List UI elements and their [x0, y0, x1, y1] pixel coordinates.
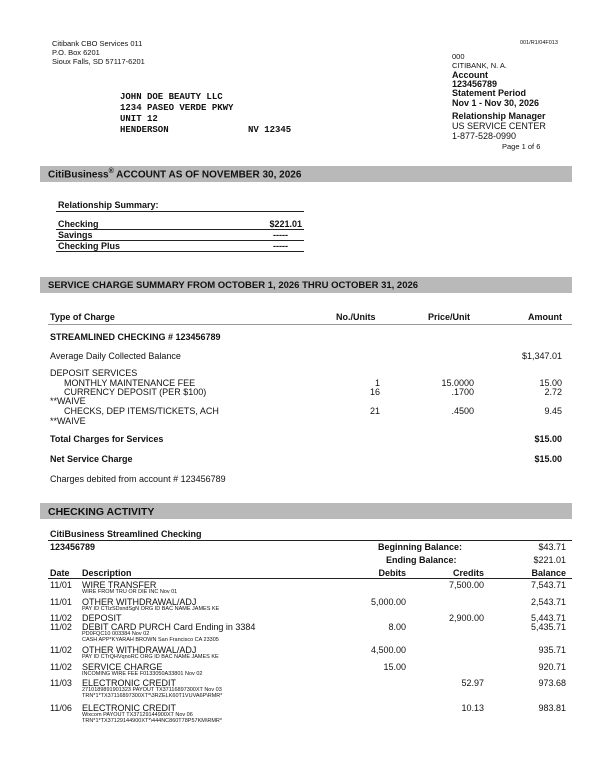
account-bar-title: ACCOUNT AS OF NOVEMBER 30, 2026	[113, 169, 302, 181]
bank-address-line-1: Citibank CBO Services 011	[52, 39, 143, 48]
summary-value-savings: -----	[273, 230, 288, 240]
waive-note-2: **WAIVE	[50, 416, 86, 426]
col-amount: Amount	[528, 312, 562, 322]
txn-credit: 7,500.00	[448, 580, 484, 590]
activity-header-rule	[48, 578, 572, 579]
txn-description: ELECTRONIC CREDIT	[82, 678, 177, 688]
beginning-balance-value: $43.71	[538, 542, 566, 552]
branch-code: 000	[452, 52, 465, 61]
statement-code: 001/R1/04F013	[520, 40, 558, 46]
txn-balance: 5,443.71	[530, 613, 566, 623]
charge-desc-1: MONTHLY MAINTENANCE FEE	[64, 378, 196, 388]
ending-balance-label: Ending Balance:	[386, 555, 457, 565]
ending-balance-value: $221.01	[533, 555, 566, 565]
txn-debit: 5,000.00	[370, 597, 406, 607]
txn-detail: TRN*1*TX37129144900XT*\444NC860T78P57KM\RMR*	[82, 718, 223, 724]
account-bar-prefix: CitiBusiness	[48, 169, 109, 181]
charge-price-2: .1700	[451, 387, 474, 397]
statement-period-label: Statement Period	[452, 88, 527, 98]
col-no-units: No./Units	[336, 312, 376, 322]
relationship-manager-label: Relationship Manager	[452, 111, 546, 121]
txn-balance: 7,543.71	[530, 580, 566, 590]
charge-units-3: 21	[369, 406, 380, 416]
mailing-unit: UNIT 12	[120, 114, 158, 124]
charge-amount-2: 2.72	[544, 387, 562, 397]
txn-date: 11/02	[50, 622, 72, 632]
txn-detail: Wixcom PAYOUT TX37129144900XT Nov 06	[82, 712, 193, 718]
txn-date: 11/02	[50, 645, 72, 655]
txn-detail: PAY ID CTlzSDsndSgN ORG ID BAC NAME JAMES KE	[82, 606, 220, 612]
txn-credit: 52.97	[461, 678, 484, 688]
txn-description: SERVICE CHARGE	[82, 662, 163, 672]
summary-rule-3	[56, 251, 304, 252]
col-date: Date	[50, 568, 70, 578]
relationship-manager-name: US SERVICE CENTER	[452, 121, 546, 131]
charge-amount-3: 9.45	[544, 406, 562, 416]
summary-label-savings: Savings	[58, 230, 93, 240]
txn-date: 11/02	[50, 613, 72, 623]
charges-debited-note: Charges debited from account # 123456789	[50, 474, 226, 484]
txn-debit: 4,500.00	[370, 645, 406, 655]
txn-balance: 920.71	[538, 662, 566, 672]
charge-price-3: .4500	[451, 406, 474, 416]
txn-credit: 10.13	[461, 703, 484, 713]
charge-units-1: 1	[374, 378, 380, 388]
beginning-balance-label: Beginning Balance:	[378, 542, 463, 552]
txn-debit: 8.00	[388, 622, 406, 632]
deposit-services-label: DEPOSIT SERVICES	[50, 368, 138, 378]
summary-title-rule	[56, 211, 304, 212]
activity-product: CitiBusiness Streamlined Checking	[50, 529, 202, 539]
mailing-state-zip: NV 12345	[248, 125, 292, 135]
summary-value-checking-plus: -----	[273, 241, 288, 251]
txn-date: 11/06	[50, 703, 72, 713]
charge-price-1: 15.0000	[441, 378, 474, 388]
txn-date: 11/01	[50, 580, 72, 590]
col-price-unit: Price/Unit	[428, 312, 471, 322]
relationship-summary-title: Relationship Summary:	[58, 200, 159, 210]
total-charges-label: Total Charges for Services	[50, 434, 164, 444]
page-number: Page 1 of 6	[502, 142, 541, 151]
txn-detail: WIRE FROM TRU OR DIE INC Nov 01	[82, 589, 178, 595]
charge-desc-3: CHECKS, DEP ITEMS/TICKETS, ACH	[64, 406, 219, 416]
waive-note-1: **WAIVE	[50, 396, 86, 406]
account-as-of-bar	[40, 166, 572, 182]
statement-period: Nov 1 - Nov 30, 2026	[452, 98, 540, 108]
txn-description: OTHER WITHDRAWAL/ADJ	[82, 645, 197, 655]
txn-balance: 2,543.71	[530, 597, 566, 607]
charge-desc-2: CURRENCY DEPOSIT (PER $100)	[64, 387, 207, 397]
service-header-rule	[48, 324, 572, 325]
col-debits: Debits	[378, 568, 406, 578]
txn-credit: 2,900.00	[448, 613, 484, 623]
relationship-manager-phone: 1-877-528-0990	[452, 131, 517, 141]
txn-balance: 5,435.71	[530, 622, 566, 632]
txn-balance: 983.81	[538, 703, 566, 713]
summary-label-checking: Checking	[58, 219, 99, 229]
txn-detail: 2710189891901323 PAYOUT TX37116897300XT Nov 03	[82, 687, 222, 693]
account-number: 123456789	[452, 79, 498, 89]
charge-units-2: 16	[369, 387, 380, 397]
col-balance: Balance	[531, 568, 566, 578]
net-service-charge-value: $15.00	[534, 454, 562, 464]
adcb-value: $1,347.01	[521, 351, 562, 361]
summary-value-checking: $221.01	[269, 219, 302, 229]
txn-description: ELECTRONIC CREDIT	[82, 703, 177, 713]
txn-date: 11/02	[50, 662, 72, 672]
txn-description: OTHER WITHDRAWAL/ADJ	[82, 597, 197, 607]
col-description: Description	[82, 568, 132, 578]
total-charges-value: $15.00	[534, 434, 562, 444]
streamlined-checking-title: STREAMLINED CHECKING # 123456789	[50, 332, 221, 342]
checking-activity-bar	[40, 503, 572, 519]
service-charge-bar-title: SERVICE CHARGE SUMMARY FROM OCTOBER 1, 2026 THRU OCTOBER 31, 2026	[48, 280, 419, 291]
txn-detail: TRN*1*TX37116897300XT*\3RZELK60T1VUVA6P\RMR*	[82, 693, 223, 699]
bank-address-line-2: P.O. Box 6201	[52, 48, 100, 57]
txn-detail: INCOMING WIRE FEE F0133050A33801 Nov 02	[82, 671, 203, 677]
txn-detail: CASH APP*KYARAH BROWN San Francisco CA 23305	[82, 637, 219, 643]
activity-account: 123456789	[50, 542, 96, 552]
col-credits: Credits	[452, 568, 484, 578]
txn-balance: 935.71	[538, 645, 566, 655]
account-label: Account	[452, 70, 488, 80]
txn-description: DEBIT CARD PURCH Card Ending in 3384	[82, 622, 256, 632]
txn-description: DEPOSIT	[82, 613, 122, 623]
txn-date: 11/01	[50, 597, 72, 607]
txn-description: WIRE TRANSFER	[82, 580, 157, 590]
txn-detail: PD0FQC10 003384 Nov 02	[82, 631, 150, 637]
col-type-of-charge: Type of Charge	[50, 312, 115, 322]
registered-mark: ®	[108, 168, 114, 175]
net-service-charge-label: Net Service Charge	[50, 454, 133, 464]
service-charge-bar	[40, 277, 572, 293]
txn-detail: PAY ID CTrQHVqnoRC ORG ID BAC NAME JAMES KE	[82, 654, 219, 660]
summary-label-checking-plus: Checking Plus	[58, 241, 121, 251]
txn-debit: 15.00	[383, 662, 406, 672]
mailing-name: JOHN DOE BEAUTY LLC	[120, 92, 223, 102]
activity-product-rule	[48, 540, 572, 541]
adcb-label: Average Daily Collected Balance	[50, 351, 181, 361]
bank-name: CITIBANK, N. A.	[452, 61, 508, 70]
mailing-street: 1234 PASEO VERDE PKWY	[120, 103, 234, 113]
txn-balance: 973.68	[538, 678, 566, 688]
txn-date: 11/03	[50, 678, 72, 688]
bank-address-line-3: Sioux Falls, SD 57117-6201	[52, 57, 145, 66]
mailing-city: HENDERSON	[120, 125, 169, 135]
charge-amount-1: 15.00	[539, 378, 562, 388]
checking-activity-title: CHECKING ACTIVITY	[48, 506, 155, 518]
